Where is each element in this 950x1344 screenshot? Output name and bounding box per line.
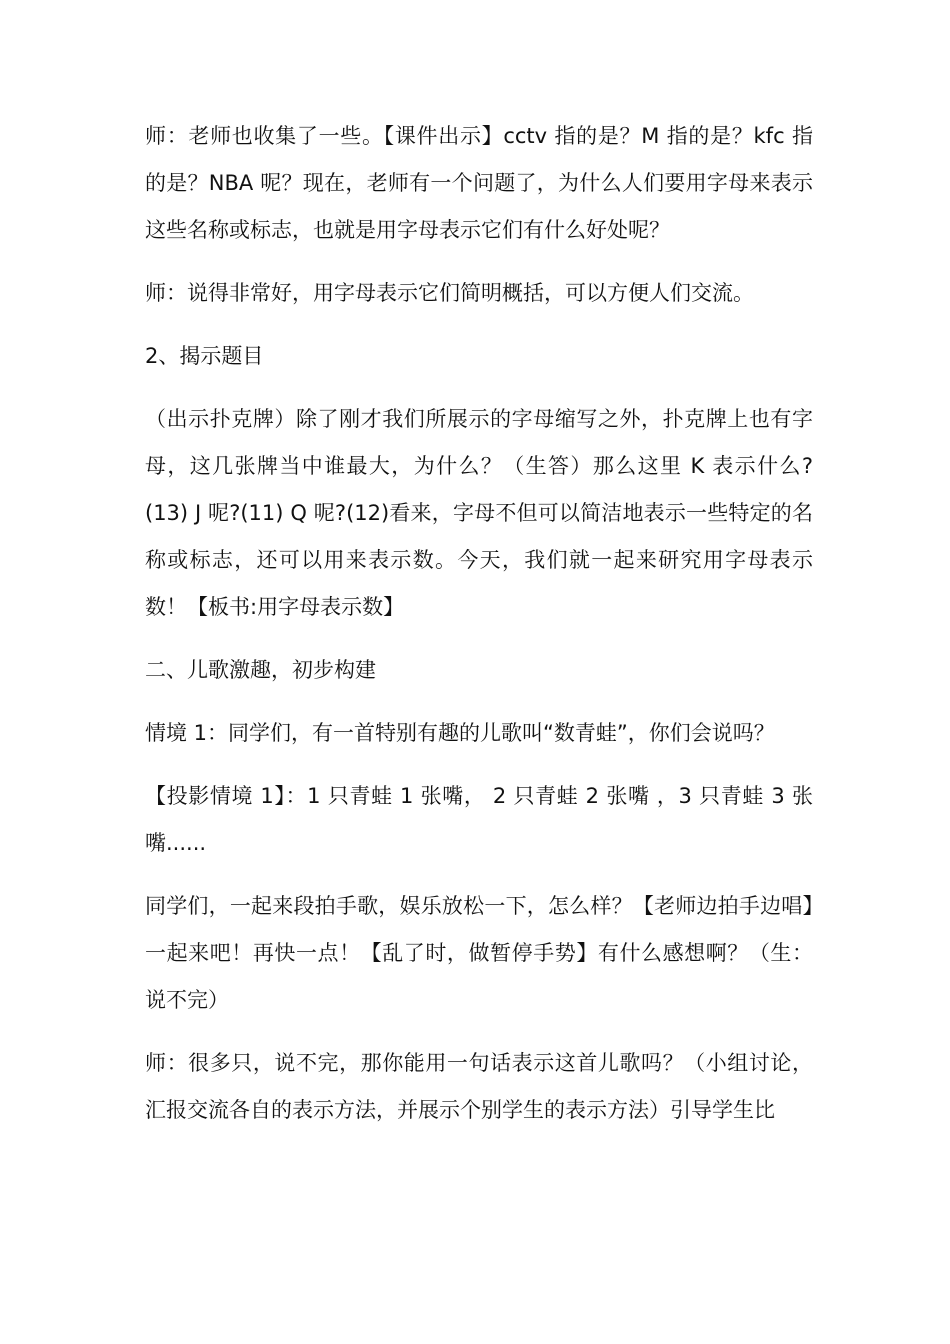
section-heading-nursery-rhyme: 二、儿歌激趣，初步构建 bbox=[145, 658, 376, 682]
section-heading-reveal-topic: 2、揭示题目 bbox=[145, 344, 264, 368]
document-body bbox=[145, 113, 813, 1150]
paragraph-teacher-collection: 师：老师也收集了一些。【课件出示】cctv 指的是？M 指的是？kfc 指的是？NBA 呢？现在，老师有一个问题了，为什么人们要用字母来表示这些名称或标志，也就是用字母表示它们有什么好处呢？ bbox=[145, 124, 813, 242]
paragraph-teacher-question: 师：很多只，说不完，那你能用一句话表示这首儿歌吗？（小组讨论，汇报交流各自的表示方法，并展示个别学生的表示方法）引导学生比 bbox=[145, 1051, 813, 1122]
paragraph-poker-cards: （出示扑克牌）除了刚才我们所展示的字母缩写之外，扑克牌上也有字母，这几张牌当中谁最大，为什么？（生答）那么这里 K 表示什么?(13) J 呢?(11) Q 呢?(12)看来，字母不但可以简洁地表示一些特定的名称或标志，还可以用来表示数。今天，我们就一起来研究用字母表示数！【板书:用字母表示数】 bbox=[145, 407, 813, 619]
paragraph-scenario-1: 情境 1：同学们，有一首特别有趣的儿歌叫“数青蛙”，你们会说吗？ bbox=[145, 721, 775, 745]
paragraph-projection-scenario-1: 【投影情境 1】：1 只青蛙 1 张嘴， 2 只青蛙 2 张嘴 ，3 只青蛙 3 张嘴...... bbox=[145, 784, 813, 855]
paragraph-clapping-song: 同学们，一起来段拍手歌，娱乐放松一下，怎么样？【老师边拍手边唱】一起来吧！再快一点！【乱了时，做暂停手势】有什么感想啊？（生：说不完） bbox=[145, 894, 813, 1012]
paragraph-teacher-praise: 师：说得非常好，用字母表示它们简明概括，可以方便人们交流。 bbox=[145, 281, 754, 305]
